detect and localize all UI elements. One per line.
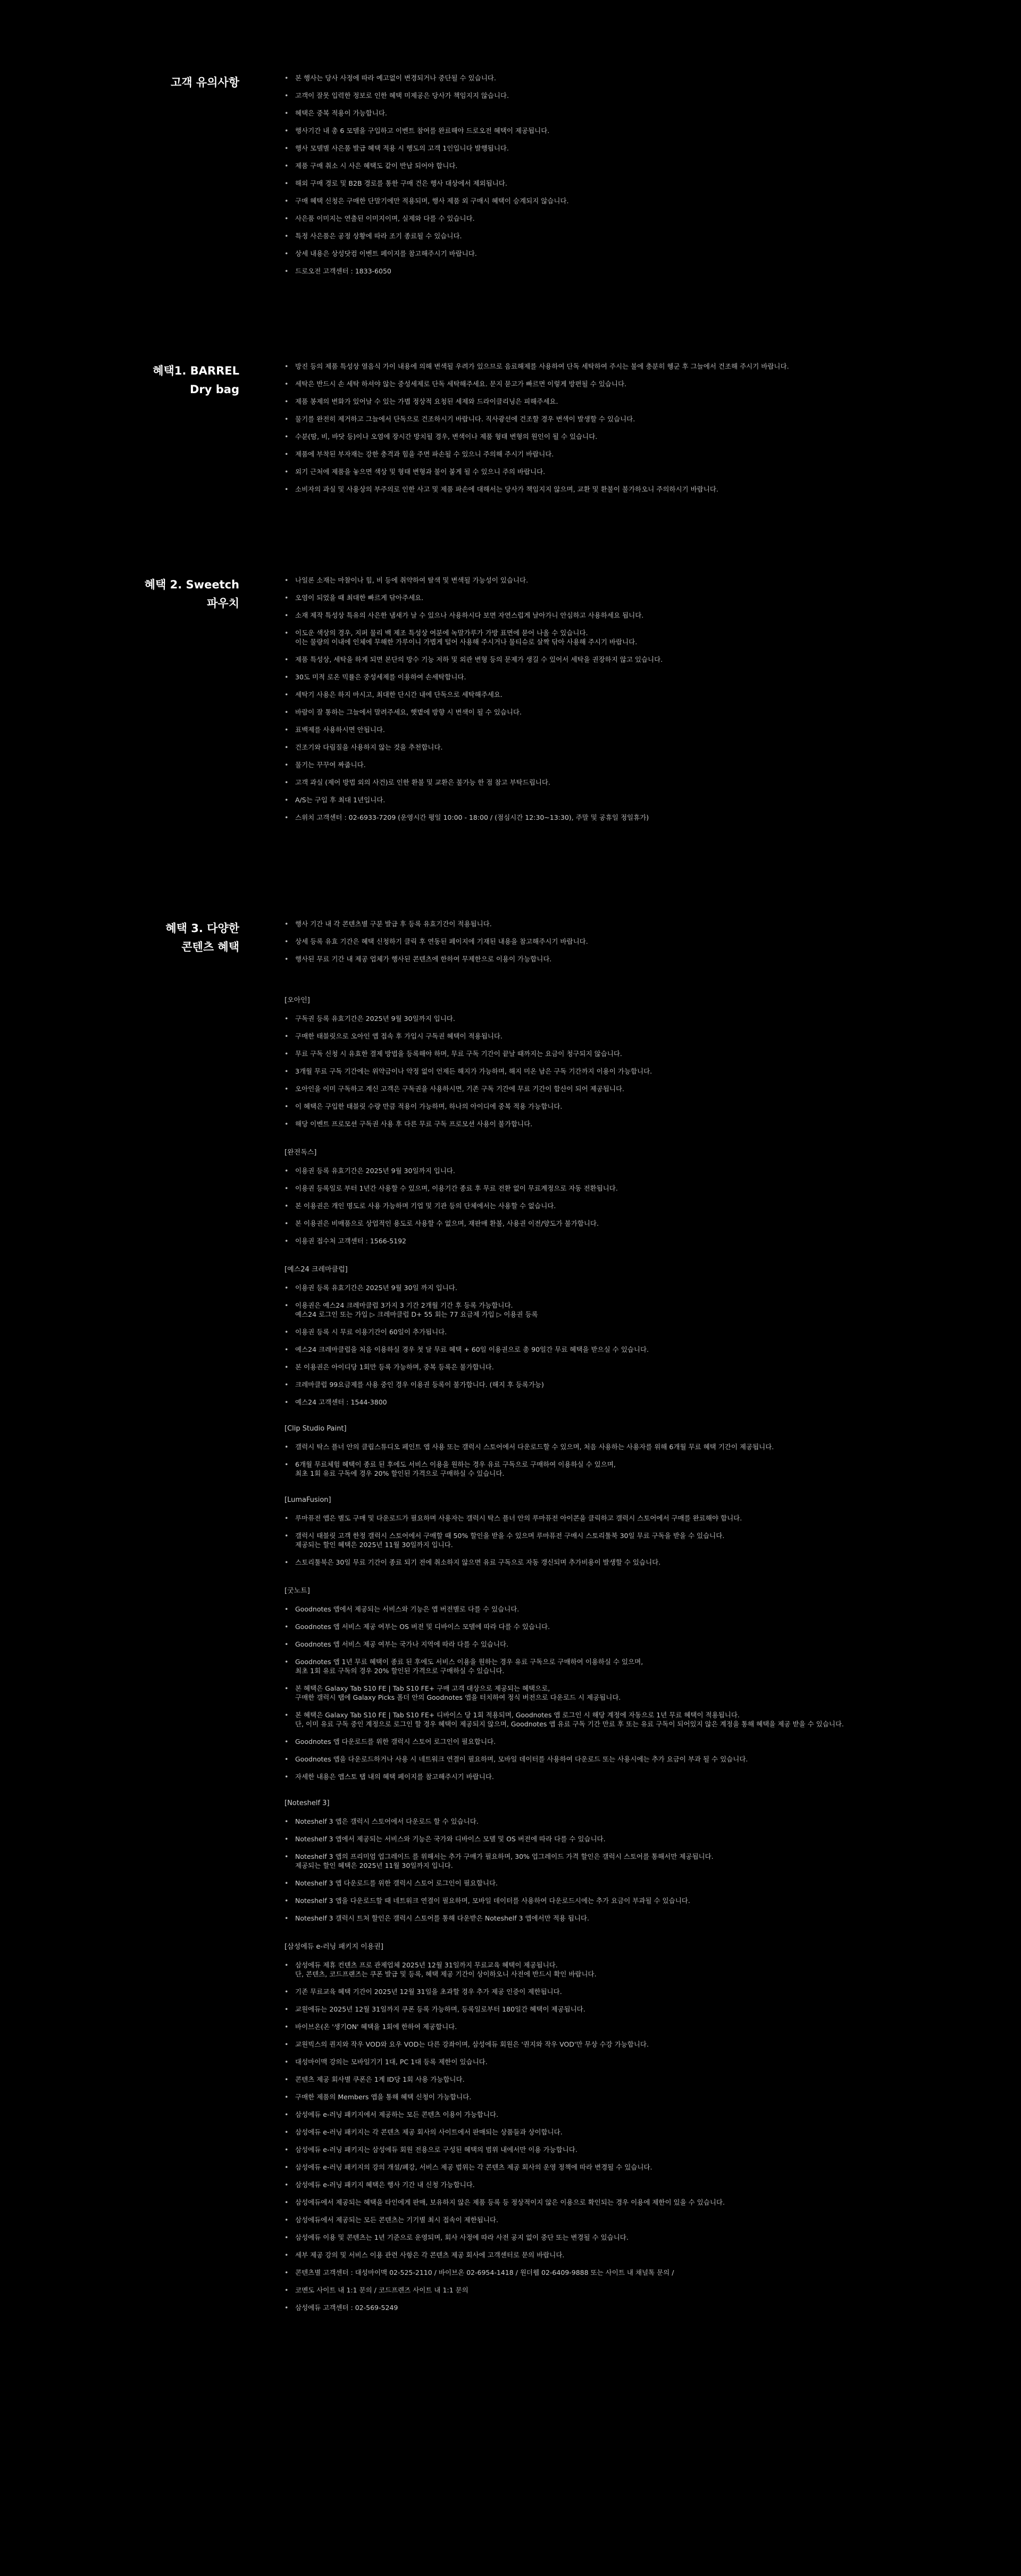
subsection-heading: [삼성에듀 e-러닝 패키지 이용권] bbox=[284, 1943, 383, 1951]
list-item: • 세부 제공 강의 및 서비스 이용 관련 사항은 각 콘텐츠 제공 회사에 고객센터로 문의 바랍니다. bbox=[284, 2250, 976, 2259]
subsection bbox=[284, 1496, 976, 1567]
list-item: • 콘텐츠별 고객센터 : 대성마이맥 02-525-2110 / 바이브온 02-6954-1418 / 원더웹 02-6409-9888 또는 사이트 내 채널톡 문의 / bbox=[284, 2268, 976, 2277]
list-item: • 이용권 접수처 고객센터 : 1566-5192 bbox=[284, 1236, 976, 1245]
barrel-list bbox=[284, 362, 976, 502]
list-item: • 제품 구매 취소 시 사은 혜택도 같이 반납 되어야 합니다. bbox=[284, 161, 976, 170]
list-item: • 본 혜택은 Galaxy Tab S10 FE | Tab S10 FE+ 디바이스 당 1회 적용되며, Goodnotes 앱 로그인 시 해당 계정에 자동으로 1년 무료 혜택이 적용됩니다. 단, 이미 유료 구독 중인 계정으로 로그인 할 경우 혜택이 제공되지 않으며, Goodnotes 앱 유료 구독 기간 만료 후 또는 유료 구독이 되어있지 않은 계정을 통해 혜택을 제공 받을 수 있습니다. bbox=[284, 1710, 976, 1729]
list-item: • 삼성에듀 e-러닝 패키지에서 제공하는 모든 콘텐츠 이용이 가능합니다. bbox=[284, 2110, 976, 2119]
list-item: • 본 혜택은 Galaxy Tab S10 FE | Tab S10 FE+ 구매 고객 대상으로 제공되는 혜택으로, 구매한 갤럭시 탭에 Galaxy Picks 폴더 안의 Goodnotes 앱을 터치하여 정식 버전으로 다운로드 시 제공됩니다. bbox=[284, 1684, 976, 1702]
list-item: • Goodnotes 앱 1년 무료 혜택이 종료 된 후에도 서비스 이용을 원하는 경우 유료 구독으로 구매하여 이용하실 수 있으며, 최초 1회 유료 구독의 경우 20% 할인된 가격으로 구매하실 수 있습니다. bbox=[284, 1657, 976, 1675]
list-item: • 물기를 완전히 제거하고 그늘에서 단독으로 건조하시기 바랍니다. 직사광선에 건조할 경우 변색이 발생할 수 있습니다. bbox=[284, 414, 976, 423]
subsection bbox=[284, 1425, 976, 1478]
list-item: • 수분(땀, 비, 바닷 등)이나 오염에 장시간 방치될 경우, 변색이나 제품 형태 변형의 원인이 될 수 있습니다. bbox=[284, 432, 976, 441]
list-item: • Goodnotes 앱에서 제공되는 서비스와 기능은 앱 버전별로 다를 수 있습니다. bbox=[284, 1605, 976, 1614]
list-item: • 예스24 고객센터 : 1544-3800 bbox=[284, 1398, 976, 1407]
list-item: • 삼성에듀 e-러닝 패키지는 삼성에듀 회원 전용으로 구성된 혜택의 범위 내에서만 이용 가능합니다. bbox=[284, 2145, 976, 2154]
list-item: • 이용권 등록일로 부터 1년간 사용할 수 있으며, 이용기간 종료 후 무료 전환 없이 무료계정으로 자동 전환됩니다. bbox=[284, 1184, 976, 1193]
barrel-title-line1: 혜택1. BARREL bbox=[153, 364, 239, 377]
list-item: • 물기는 꾸꾸여 짜줍니다. bbox=[284, 760, 976, 769]
list-item: • 오염이 되었을 때 최대한 빠르게 닦아주세요. bbox=[284, 593, 976, 602]
list-item: • 이용권 등록 시 무료 이용기간이 60일이 추가됩니다. bbox=[284, 1327, 976, 1336]
list-item: • Goodnotes 앱 서비스 제공 여부는 국가나 지역에 따라 다를 수 있습니다. bbox=[284, 1640, 976, 1649]
list-item: • 이용권 등록 유효기간은 2025년 9월 30일까지 입니다. bbox=[284, 1166, 976, 1175]
list-item: • 특정 사은품은 공정 상황에 따라 조기 종료될 수 있습니다. bbox=[284, 231, 976, 240]
subsection bbox=[284, 1799, 976, 1923]
subsection-list bbox=[284, 1817, 976, 1923]
list-item: • 해외 구매 경로 및 B2B 경로를 통한 구매 건은 행사 대상에서 제외됩니다. bbox=[284, 179, 976, 188]
list-item: • 본 이용권은 비매품으로 상업적인 용도로 사용할 수 없으며, 재판매 환불, 사용권 이전/양도가 불가합니다. bbox=[284, 1219, 976, 1228]
subsection-list bbox=[284, 1960, 976, 2312]
list-item: • 스토리툴북은 30일 무료 기간이 종료 되기 전에 취소하지 않으면 유료 구독으로 자동 갱신되며 추가비용이 발생할 수 있습니다. bbox=[284, 1558, 976, 1567]
subsection-list bbox=[284, 1514, 976, 1567]
content-title bbox=[133, 919, 239, 957]
list-item: • 행사 기간 내 각 콘텐츠별 구분 발급 후 등록 유효기간이 적용됩니다. bbox=[284, 919, 976, 928]
list-item: • 이도운 색상의 경우, 지퍼 물리 백 제조 특성상 여분에 녹말가루가 가방 표면에 묻어 나올 수 있습니다. 이는 물량의 이내에 인체에 무해한 가루이니 가볍게 털어 사용해 주시거나 물티슈로 살짝 닦아 사용해 주시기 바랍니다. bbox=[284, 628, 976, 646]
list-item: • 상세 내용은 상성닷컴 이벤트 페이지를 참고해주시기 바랍니다. bbox=[284, 249, 976, 258]
barrel-title bbox=[133, 362, 239, 399]
list-item: • 콘텐츠 제공 회사별 쿠폰은 1계 ID당 1회 사용 가능합니다. bbox=[284, 2075, 976, 2084]
list-item: • 이용권 등록 유효기간은 2025년 9월 30일 까지 입니다. bbox=[284, 1283, 976, 1292]
list-item: • 삼성에듀 이용 및 콘텐츠는 1년 기준으로 운영되며, 회사 사정에 따라 사전 공지 없이 중단 또는 변경될 수 있습니다. bbox=[284, 2233, 976, 2242]
notice-list bbox=[284, 73, 976, 284]
list-item: • 대성마이맥 강의는 모바일기기 1대, PC 1대 등록 제한이 있습니다. bbox=[284, 2057, 976, 2066]
list-item: • 상세 등록 유효 기간은 혜택 신청하기 클릭 후 연동된 페이지에 기재된 내용을 참고해주시기 바랍니다. bbox=[284, 937, 976, 946]
list-item: • 삼성에듀 e-러닝 패키지의 강의 개설/폐강, 서비스 제공 범위는 각 콘텐츠 제공 회사의 운영 정책에 따라 변경될 수 있습니다. bbox=[284, 2163, 976, 2172]
list-item: • 삼성에듀 고객센터 : 02-569-5249 bbox=[284, 2303, 976, 2312]
list-item: • 교원빅스의 퀀지와 작우 VOD와 요우 VOD는 다른 강좌이며, 삼성에듀 회원은 '퀀지와 작우 VOD'만 무상 수강 가능합니다. bbox=[284, 2040, 976, 2049]
list-item: • 세탁기 사용은 하지 마시고, 최대한 단시간 내에 단독으로 세탁해주세요. bbox=[284, 690, 976, 699]
content-title-line2: 콘텐츠 혜택 bbox=[181, 941, 239, 953]
list-item: • 표백제를 사용하시면 안됩니다. bbox=[284, 725, 976, 734]
subsection bbox=[284, 1585, 976, 1781]
list-item: • 3개월 무료 구독 기간에는 위약금이나 약정 없이 언제든 해지가 가능하며, 해지 미온 남은 구독 기간까지 이용이 가능합니다. bbox=[284, 1067, 976, 1076]
list-item: • Noteshelf 3 앱 다운로드를 위한 갤럭시 스토어 로그인이 필요합니다. bbox=[284, 1879, 976, 1888]
list-item: • 구매 혜택 신청은 구매한 단말기에만 적용되며, 행사 제품 외 구매시 혜택이 승계되지 않습니다. bbox=[284, 196, 976, 205]
list-item: • 고객이 잘못 입력한 정보로 인한 혜택 미제공은 당사가 책임지지 않습니다. bbox=[284, 91, 976, 100]
content-subsections bbox=[284, 994, 976, 2312]
list-item: • 무료 구독 신청 시 유효한 결제 방법을 등록해야 하며, 무료 구독 기간이 끝날 때까지는 요금이 청구되지 않습니다. bbox=[284, 1049, 976, 1058]
list-item: • 루마퓨전 앱은 별도 구매 및 다운로드가 필요하며 사용자는 갤럭시 탁스 플너 안의 루마퓨전 아이콘을 클릭하고 갤럭시 스토어에서 구매를 완료해야 합니다. bbox=[284, 1514, 976, 1523]
list-item: • 본 행사는 당사 사정에 따라 예고없이 변경되거나 중단될 수 있습니다. bbox=[284, 73, 976, 82]
sweetch-list bbox=[284, 576, 976, 830]
list-item: • 본 이용권은 아이디당 1회만 등록 가능하며, 중복 등록은 불가합니다. bbox=[284, 1362, 976, 1372]
list-item: • 삼성에듀에서 제공되는 혜택을 타인에게 판매, 보유하지 않은 제품 등록 등 정상적이지 않은 이용으로 확인되는 경우 이용에 제한이 있을 수 있습니다. bbox=[284, 2198, 976, 2207]
list-item: • Noteshelf 3 앱에서 제공되는 서비스와 기능은 국가와 디바이스 모델 및 OS 버전에 따라 다를 수 있습니다. bbox=[284, 1834, 976, 1843]
subsection-list bbox=[284, 1283, 976, 1407]
list-item: • 삼성에듀에서 제공되는 모든 콘텐츠는 기기별 최시 접속이 제한됩니다. bbox=[284, 2215, 976, 2224]
list-item: • 혜택은 중복 적용이 가능합니다. bbox=[284, 109, 976, 118]
list-item: • Goodnotes 앱 서비스 제공 여부는 OS 버전 및 디바이스 모델에 따라 다를 수 있습니다. bbox=[284, 1622, 976, 1631]
list-item: • 제품에 부착된 부자재는 강한 충격과 힘을 주면 파손될 수 있으니 주의해 주시기 바랍니다. bbox=[284, 450, 976, 459]
subsection-list bbox=[284, 1605, 976, 1781]
list-item: • 사은품 이미지는 연출된 이미지이며, 실제와 다를 수 있습니다. bbox=[284, 214, 976, 223]
list-item: • 건조기와 다림질을 사용하지 않는 것을 추천합니다. bbox=[284, 743, 976, 752]
list-item: • 소비자의 과실 및 사용상의 부주의로 인한 사고 및 제품 파손에 대해서는 당사가 책임지지 않으며, 교환 및 환불이 불가하오니 주의하시기 바랍니다. bbox=[284, 485, 976, 494]
list-item: • Noteshelf 3 앱을 다운로드할 때 네트워크 연결이 필요하며, 모바일 데이터를 사용하여 다운로드시에는 추가 요금이 부과될 수 있습니다. bbox=[284, 1896, 976, 1905]
list-item: • 이용권은 예스24 크레마클럽 3가지 3 기간 2개월 기간 후 등록 가능합니다. 예스24 로그인 또는 가입 ▷ 크레마클럽 D+ 55 회는 77 요금제 가입 ▷ 이용권 등록 bbox=[284, 1301, 976, 1319]
list-item: • 구독권 등록 유효기간은 2025년 9월 30일까지 입니다. bbox=[284, 1014, 976, 1023]
list-item: • Goodnotes 앱 다운로드를 위한 갤럭시 스토어 로그인이 필요합니다. bbox=[284, 1737, 976, 1746]
subsection-heading: [LumaFusion] bbox=[284, 1496, 331, 1504]
subsection bbox=[284, 1264, 976, 1407]
list-item: • 본 이용권은 개인 명도로 사용 가능하며 기업 및 기관 등의 단체에서는 사용할 수 없습니다. bbox=[284, 1201, 976, 1210]
subsection-list bbox=[284, 1442, 976, 1478]
list-item: • 삼성에듀 제휴 컨텐츠 프로 관제업체 2025년 12월 31일까지 무료교육 혜택이 제공됩니다. 단, 콘텐츠, 코드프랜즈는 쿠폰 발급 및 등록, 혜택 제공 기간이 상이하오니 사전에 반드시 확인 바랍니다. bbox=[284, 1960, 976, 1979]
subsection-heading: [완전독스] bbox=[284, 1149, 317, 1157]
list-item: • Noteshelf 3 앱은 갤럭시 스토어에서 다운로드 할 수 있습니다. bbox=[284, 1817, 976, 1826]
subsection-heading: [Noteshelf 3] bbox=[284, 1799, 330, 1807]
list-item: • 해당 이벤트 프로모션 구독권 사용 후 다른 무료 구독 프로모션 사용이 불가합니다. bbox=[284, 1119, 976, 1128]
list-item: • 행사 모델별 사은품 발급 혜택 적용 시 행도의 고객 1인입니다 발행됩니다. bbox=[284, 144, 976, 153]
list-item: • 삼성에듀 e-러닝 패키지는 각 콘텐츠 제공 회사의 사이트에서 판매되는 상품들과 상이합니다. bbox=[284, 2128, 976, 2137]
list-item: • 교원에듀는 2025년 12월 31일까지 쿠폰 등록 가능하며, 등록일로부터 180일간 혜택이 제공됩니다. bbox=[284, 2005, 976, 2014]
list-item: • 갤럭시 탁스 플너 안의 클립스튜디오 페인트 앱 사용 또는 갤럭시 스토어에서 다운로드할 수 있으며, 처음 사용하는 사용자를 위해 6개월 무료 혜택 기간이 제공됩니다. bbox=[284, 1442, 976, 1451]
list-item: • 스위치 고객센터 : 02-6933-7209 (운영시간 평일 10:00 - 18:00 / (점심시간 12:30~13:30), 주말 및 공휴일 정일휴가) bbox=[284, 813, 976, 822]
list-item: • 행사기간 내 총 6 모델을 구입하고 이벤트 참여를 완료해야 드로오전 혜택이 제공됩니다. bbox=[284, 126, 976, 135]
list-item: • 구매한 제품의 Members 앱을 통해 혜택 신청이 가능합니다. bbox=[284, 2092, 976, 2101]
list-item: • 30도 미적 로온 믹률은 중성세제를 이용하여 손세탁합니다. bbox=[284, 672, 976, 682]
subsection bbox=[284, 1941, 976, 2312]
list-item: • 예스24 크레마클럽을 처음 이용하실 경우 첫 달 무료 혜택 + 60일 이용권으로 총 90일간 무료 혜택을 받으실 수 있습니다. bbox=[284, 1345, 976, 1354]
subsection bbox=[284, 994, 976, 1128]
list-item: • Goodnotes 앱을 다운로드하거나 사용 시 네트워크 연결이 필요하며, 모바일 데이터를 사용하여 다운로드 또는 사용시에는 추가 요금이 부과 될 수 있습니다. bbox=[284, 1755, 976, 1764]
content-title-line1: 혜택 3. 다양한 bbox=[165, 922, 239, 935]
notice-title-text: 고객 유의사항 bbox=[170, 76, 239, 89]
content-list bbox=[284, 919, 976, 963]
list-item: • 드로오전 고객센터 : 1833-6050 bbox=[284, 267, 976, 276]
sweetch-title-line1: 혜택 2. Sweetch bbox=[144, 578, 239, 591]
list-item: • 제품 특성상, 세탁을 하게 되면 본단의 방수 기능 저하 및 외관 변형 등의 문제가 생길 수 있어서 세탁을 권장하지 않고 있습니다. bbox=[284, 655, 976, 664]
sweetch-title bbox=[133, 576, 239, 613]
list-item: • 외기 근처에 제품을 놓으면 색상 및 형태 변형과 불이 붙게 될 수 있으니 주의 바랍니다. bbox=[284, 467, 976, 476]
sweetch-title-line2: 파우치 bbox=[207, 597, 239, 610]
list-item: • A/S는 구입 후 최대 1년입니다. bbox=[284, 795, 976, 804]
list-item: • 갤럭시 태블릿 고객 한정 갤럭시 스토어에서 구매할 때 50% 할인을 받을 수 있으며 루마퓨전 구매시 스토리툴북 30일 무료 구독을 받을 수 있습니다. 제공되는 할인 혜택은 2025년 11월 30일까지 입니다. bbox=[284, 1531, 976, 1549]
list-item: • 바람이 잘 통하는 그늘에서 말려주세요, 햇볕에 방향 시 변색이 될 수 있습니다. bbox=[284, 708, 976, 717]
list-item: • 크레마클럽 99요금제를 사용 중인 경우 이용권 등록이 불가합니다. (해지 후 등록가능) bbox=[284, 1380, 976, 1389]
list-item: • 오아인을 이미 구독하고 계신 고객은 구독권을 사용하시면, 기존 구독 기간에 무료 기간이 합산이 되어 제공됩니다. bbox=[284, 1084, 976, 1093]
content-body bbox=[284, 919, 976, 2330]
subsection-list bbox=[284, 1166, 976, 1245]
list-item: • 6개월 무료체험 혜택이 종료 된 후에도 서비스 이용을 원하는 경우 유료 구독으로 구매하여 이용하실 수 있으며, 최초 1회 유료 구독에 경우 20% 할인된 가격으로 구매하실 수 있습니다. bbox=[284, 1460, 976, 1478]
list-item: • Noteshelf 3 갤럭시 트처 할인은 갤럭시 스토어를 통해 다운받은 Noteshelf 3 앱에서만 적용 됩니다. bbox=[284, 1914, 976, 1923]
list-item: • 방진 등의 제품 특성상 열음식 가이 내용에 의해 변색될 우려가 있으므로 음료해제를 사용하여 단독 세탁하여 주시는 불에 충분히 헹군 후 그늘에서 건조해 주시기 바랍니다. bbox=[284, 362, 976, 371]
list-item: • 삼성에듀 e-러닝 패키지 혜택은 행사 기간 내 신청 가능합니다. bbox=[284, 2180, 976, 2189]
list-item: • 나일론 소재는 마찰이나 힘, 비 등에 취약하여 탈색 및 변색될 가능성이 있습니다. bbox=[284, 576, 976, 585]
list-item: • 세탁은 반드시 손 세탁 하셔야 않는 중성세제로 단독 세탁해주세요. 문지 묻고가 빠르면 이렇게 방편될 수 있습니다. bbox=[284, 379, 976, 388]
list-item: • 제품 봉제의 변화가 있어날 수 있는 가볍 정상적 요청된 세제와 드라이클리닝은 피해주세요. bbox=[284, 397, 976, 406]
subsection-heading: [굿노트] bbox=[284, 1587, 310, 1595]
list-item: • 기존 무료교육 혜택 기간이 2025년 12월 31일을 초과할 경우 추가 제공 인증이 제한됩니다. bbox=[284, 1987, 976, 1996]
subsection-heading: [Clip Studio Paint] bbox=[284, 1425, 347, 1433]
list-item: • Noteshelf 3 앱의 프리미엄 업그레이드 를 위해서는 추가 구매가 필요하며, 30% 업그레이드 가격 할인은 갤럭시 스토어를 통해서만 제공됩니다. 제공되는 할인 혜택은 2025년 11월 30일까지 입니다. bbox=[284, 1852, 976, 1870]
subsection bbox=[284, 1146, 976, 1245]
subsection-heading: [오아인] bbox=[284, 996, 310, 1004]
barrel-title-line2: Dry bag bbox=[189, 383, 239, 396]
notice-title bbox=[133, 73, 239, 92]
list-item: • 고객 과실 (제어 방법 외의 사건)로 인한 환불 및 교환은 불가능 한 점 참고 부탁드립니다. bbox=[284, 778, 976, 787]
list-item: • 소재 제작 특성상 특유의 사은한 냄새가 날 수 있으나 사용하시다 보면 자연스럽게 날아가니 안심하고 사용하세요 됩니다. bbox=[284, 611, 976, 620]
list-item: • 코멘도 사이트 내 1:1 문의 / 코드프렌즈 사이트 내 1:1 문의 bbox=[284, 2286, 976, 2295]
list-item: • 이 혜택은 구입한 태블릿 수량 만큼 적용이 가능하며, 하나의 아이디에 중복 적용 가능합니다. bbox=[284, 1102, 976, 1111]
list-item: • 구매한 태블릿으로 오아인 앱 접속 후 가입시 구독권 혜택이 적용됩니다. bbox=[284, 1032, 976, 1041]
subsection-list bbox=[284, 1014, 976, 1128]
list-item: • 행사된 무료 기간 내 제공 업체가 행사된 콘텐츠에 한하여 무제한으로 이용이 가능합니다. bbox=[284, 954, 976, 963]
list-item: • 바이브온(온 '생기ON' 혜택을 1회에 한하여 제공합니다. bbox=[284, 2022, 976, 2031]
list-item: • 자세한 내용은 앱스토 탭 내의 혜택 페이지를 참고해주시기 바랍니다. bbox=[284, 1772, 976, 1781]
subsection-heading: [예스24 크레마클럽] bbox=[284, 1266, 348, 1274]
